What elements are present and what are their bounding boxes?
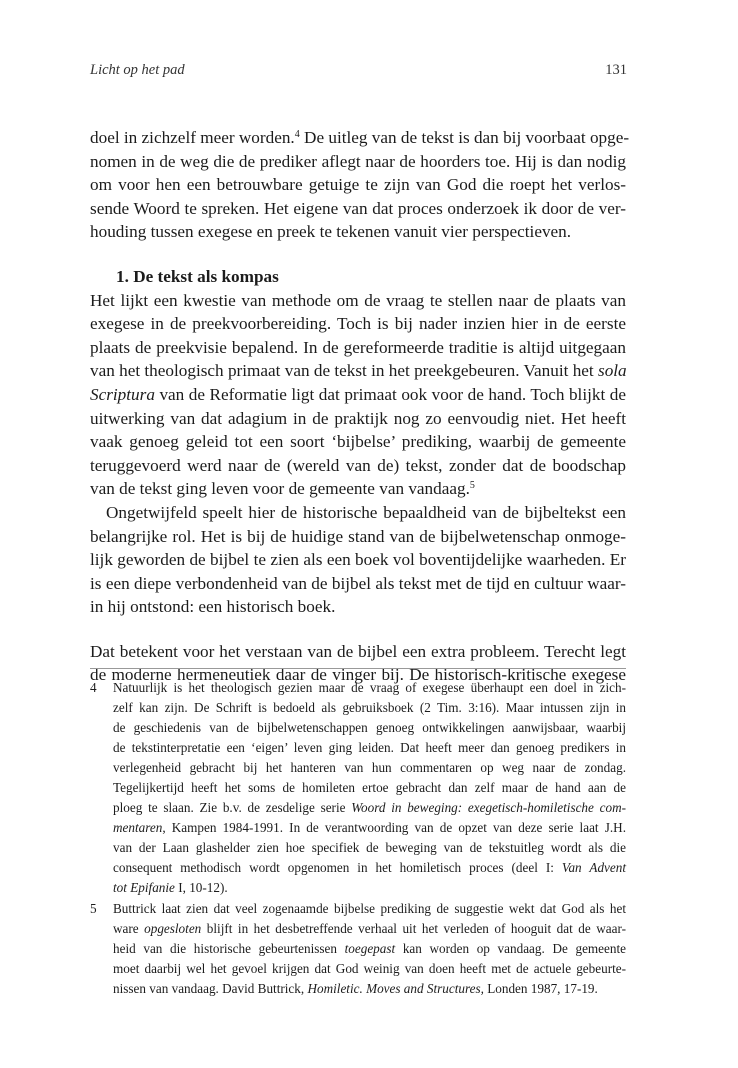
footnote-reference: 4 bbox=[294, 129, 300, 140]
text-run: ploeg te slaan. Zie b.v. de zesdelige serie bbox=[113, 800, 352, 816]
page-number: 131 bbox=[605, 62, 627, 78]
text-run: in hij ontstond: een historisch boek. bbox=[90, 597, 336, 617]
text-run: sende Woord te spreken. Het eigene van dat proces onderzoek ik door de ver- bbox=[90, 198, 626, 218]
text-run: nissen van vandaag. David Buttrick, bbox=[113, 980, 308, 996]
text-run: Natuurlijk is het theologisch gezien maar de vraag of exegese überhaupt een doel in zich- bbox=[113, 680, 626, 695]
italic-run: sola bbox=[598, 361, 627, 381]
italic-run: mentaren bbox=[113, 820, 163, 836]
text-run: Buttrick laat zien dat veel zogenaamde bijbelse prediking de suggestie wekt dat God als het bbox=[113, 900, 626, 916]
text-run: consequent methodisch wordt opgenomen in het homiletisch proces (deel I: bbox=[113, 860, 562, 876]
running-title: Licht op het pad bbox=[90, 62, 185, 78]
italic-run: tot Epifanie bbox=[113, 880, 175, 896]
text-line bbox=[113, 818, 626, 838]
text-run: uitwerking van dat adagium in de praktijk nog zo eenvoudig niet. Het heeft bbox=[90, 408, 626, 428]
footnote-separator bbox=[90, 668, 626, 669]
text-run: blijft in het desbetreffende verhaal uit het verleden of hooguit dat de waar- bbox=[201, 920, 626, 936]
paragraph-tekst-als-kompas bbox=[90, 289, 626, 501]
text-line bbox=[113, 778, 626, 798]
text-run: verlegenheid gebracht bij het hanteren van hun commentaren op weg naar de zondag. bbox=[113, 760, 626, 776]
text-line bbox=[90, 150, 626, 174]
footnote-number: 4 bbox=[90, 680, 97, 695]
text-line bbox=[113, 758, 626, 778]
text-run: heid van die historische gebeurtenissen bbox=[113, 940, 345, 956]
italic-run: toegepast bbox=[344, 940, 396, 956]
text-line bbox=[113, 919, 626, 939]
paragraph-continuation bbox=[90, 126, 630, 244]
text-line bbox=[113, 979, 626, 999]
italic-run: Woord in beweging: exegetisch-homiletische com- bbox=[351, 800, 626, 816]
text-line bbox=[90, 173, 626, 197]
text-line bbox=[113, 878, 626, 898]
text-line bbox=[113, 798, 626, 818]
text-line bbox=[90, 501, 626, 525]
text-line bbox=[90, 548, 626, 572]
text-run: doel in zichzelf meer worden. bbox=[90, 128, 295, 147]
text-run: zelf kan zijn. De Schrift is bedoeld als gebruiksboek (2 Tim. 3:16). Maar intussen zijn in bbox=[113, 700, 626, 716]
text-line bbox=[113, 939, 626, 959]
text-run: de moderne hermeneutiek daar de vinger bij. De historisch-kritische exegese bbox=[90, 665, 626, 685]
text-line bbox=[113, 718, 626, 738]
italic-run: opgesloten bbox=[144, 920, 202, 936]
text-line bbox=[90, 289, 626, 313]
text-run: van de tekst ging leven voor de gemeente van vandaag. bbox=[90, 479, 470, 499]
text-line bbox=[90, 312, 626, 336]
footnotes bbox=[90, 678, 626, 999]
text-line bbox=[113, 678, 626, 698]
text-line bbox=[113, 838, 626, 858]
text-line bbox=[90, 525, 626, 549]
footnote-4 bbox=[90, 678, 626, 899]
text-run: om voor hen een betrouwbare getuige te zijn van God die roept het verlos- bbox=[90, 175, 626, 195]
text-line bbox=[90, 477, 626, 501]
text-run: Ongetwijfeld speelt hier de historische bepaaldheid van de bijbeltekst een bbox=[106, 502, 626, 522]
text-run: houding tussen exegese en preek te tekenen vanuit vier perspectieven. bbox=[90, 222, 572, 242]
text-run: van der Laan glashelder zien hoe specifiek de beweging van de tekstuitleg wordt als die bbox=[113, 840, 626, 856]
paragraph-historische-bepaaldheid bbox=[90, 501, 626, 619]
running-head bbox=[90, 62, 627, 84]
text-run: I, 10-12). bbox=[174, 880, 228, 896]
text-run: plaats de preekvisie bepalend. In de gereformeerde traditie is altijd uitgegaan bbox=[90, 337, 626, 357]
text-run: nomen in de weg die de prediker aflegt naar de hoorders toe. Hij is dan nodig bbox=[90, 151, 626, 171]
text-run: ware bbox=[113, 920, 145, 936]
text-run: belangrijke rol. Het is bij de huidige stand van de bijbelwetenschap onmoge- bbox=[90, 526, 626, 546]
text-run: Dat betekent voor het verstaan van de bijbel een extra probleem. Terecht legt bbox=[90, 641, 626, 661]
text-line bbox=[113, 698, 626, 718]
text-run: De uitleg van de tekst is dan bij voorbaat opge- bbox=[299, 128, 630, 147]
text-line bbox=[113, 738, 626, 758]
text-run: Het lijkt een kwestie van methode om de vraag te stellen naar de plaats van bbox=[90, 290, 626, 310]
footnote-5 bbox=[90, 899, 626, 999]
text-line bbox=[90, 454, 626, 478]
section-heading: 1. De tekst als kompas bbox=[116, 266, 279, 286]
body-text bbox=[90, 126, 630, 687]
italic-run: Homiletic. Moves and Structures, bbox=[307, 980, 484, 996]
text-run: teruggevoerd werd naar de (wereld van de) tekst, zonder dat de boodschap bbox=[90, 455, 626, 475]
text-line bbox=[90, 336, 626, 360]
text-run: is een diepe verbondenheid van de bijbel als tekst met de tijd en cultuur waar- bbox=[90, 573, 626, 593]
text-line bbox=[113, 858, 626, 878]
footnote-reference: 5 bbox=[469, 480, 475, 492]
text-run: de geschiedenis van de bijbelwetenschappen genoeg ontwikkelingen aanwijsbaar, waarbij bbox=[113, 720, 626, 736]
text-run: de tekstinterpretatie een ‘eigen’ leven ging leiden. Dat heeft meer dan genoeg predikers in bbox=[113, 740, 626, 756]
text-line bbox=[90, 359, 626, 383]
italic-run: Scriptura bbox=[90, 384, 155, 404]
footnote-number: 5 bbox=[90, 900, 97, 916]
text-run: moet daarbij wel het gevoel krijgen dat God weinig van doen heeft met de actuele gebeurte- bbox=[113, 960, 626, 976]
text-run: Tegelijkertijd heeft het soms de homileten ertoe gebracht dan zelf maar de hand aan de bbox=[113, 780, 626, 796]
text-run: vaak genoeg geleid tot een soort ‘bijbelse’ prediking, waarbij de gemeente bbox=[90, 432, 626, 452]
text-line bbox=[113, 959, 626, 979]
text-run: kan worden op vandaag. De gemeente bbox=[395, 940, 626, 956]
text-line bbox=[90, 220, 626, 244]
text-line bbox=[90, 383, 626, 407]
text-line bbox=[90, 572, 626, 596]
text-run: van het theologisch primaat van de tekst in het preekgebeuren. Vanuit het bbox=[90, 361, 598, 381]
text-line bbox=[90, 640, 626, 664]
text-run: , Kampen 1984-1991. In de verantwoording van de opzet van deze serie laat J.H. bbox=[162, 820, 626, 836]
text-line bbox=[113, 899, 626, 919]
text-run: lijk geworden de bijbel te zien als een boek vol boventijdelijke waarheden. Er bbox=[90, 550, 626, 570]
text-run: van de Reformatie ligt dat primaat ook voor de hand. Toch blijkt de bbox=[154, 384, 626, 404]
text-line bbox=[90, 595, 626, 619]
text-line bbox=[90, 430, 626, 454]
text-line bbox=[90, 126, 630, 150]
text-run: exegese in de preekvoorbereiding. Toch is bij nader inzien hier in de eerste bbox=[90, 314, 626, 334]
italic-run: Van Advent bbox=[561, 860, 627, 876]
text-line bbox=[90, 407, 626, 431]
text-line bbox=[90, 197, 626, 221]
text-run: Londen 1987, 17-19. bbox=[483, 980, 598, 996]
